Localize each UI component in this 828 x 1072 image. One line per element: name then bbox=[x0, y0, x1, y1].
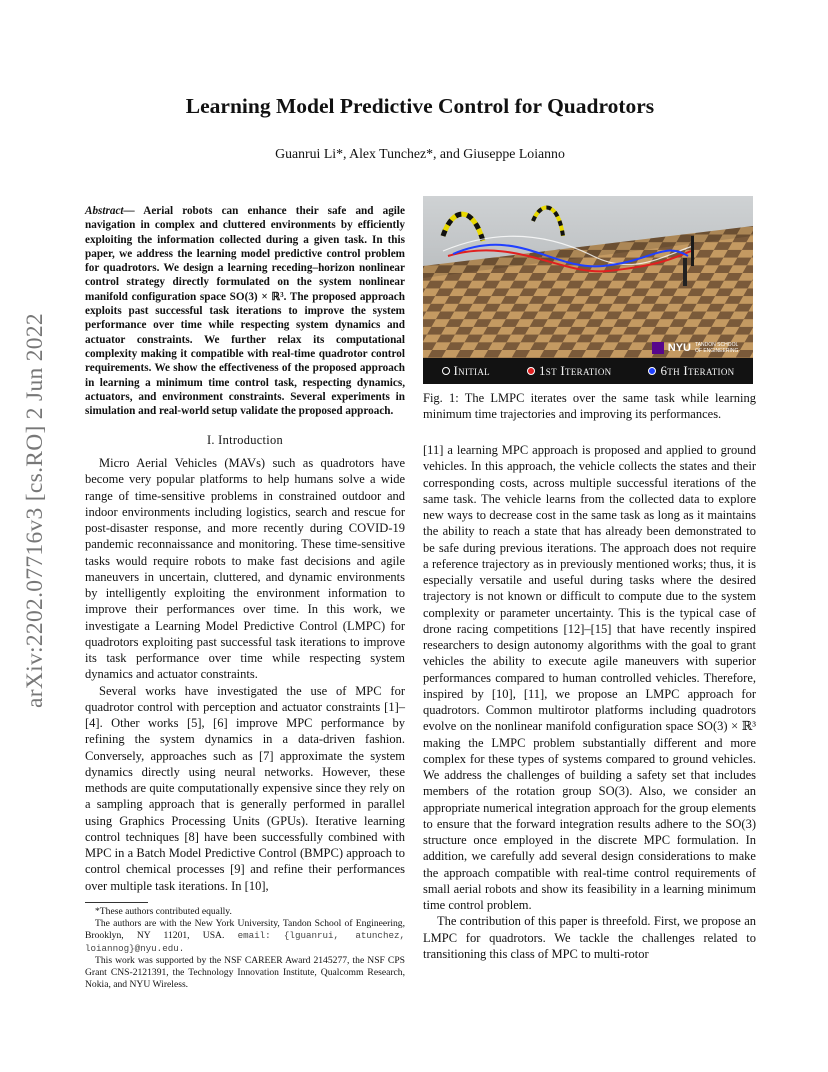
footnote-divider bbox=[85, 902, 148, 903]
email-label: email: bbox=[237, 930, 271, 942]
figure-legend bbox=[423, 358, 753, 384]
legend-dot-first bbox=[527, 367, 535, 375]
figure-caption: Fig. 1: The LMPC iterates over the same task while learning minimum time trajectories and improving its performances. bbox=[423, 391, 756, 421]
legend-dot-sixth bbox=[648, 367, 656, 375]
nyu-torch-icon bbox=[652, 342, 664, 354]
legend-first-iteration bbox=[527, 363, 611, 379]
section-heading: I. Introduction bbox=[206, 433, 284, 447]
right-paragraph-1: [11] a learning MPC approach is proposed and applied to ground vehicles. In this approach, the vehicle collects the states and their corresponding costs, across multiple successful iterations of the same task. The vehicle learns from the collected data to explore new ways to decrease cost in the same task as long as it maintains the ability to reach a state that has already been demonstrated to be safe during previous iterations. The approach does not require a reference trajectory as in previously mentioned works; thus, it is especially versatile and useful during tasks where the desired trajectory is not known or difficult to compute due to the system complexity or parameter uncertainty. This is the typical case of drone racing competitions [12]–[15] that have recently inspired researchers to design autonomy algorithms with the goal to grant vehicles the ability to execute agile maneuvers with superior performances compared to human controlled vehicles. Therefore, inspired by [10], [11], we propose an LMPC approach for quadrotors. Common multirotor platforms including quadrotors evolve on the nonlinear manifold configuration space SO(3) × ℝ³ making the LMPC problem substantially different and more complex for these types of systems compared to ground vehicles. We address the challenges of building a safety set that includes members of the rotation group SO(3). Also, we consider an appropriate numerical integration approach for the group elements to ensure that the forward integration results adhere to the SO(3) structure once employed in the discrete MPC formulation. In addition, we carefully add several design considerations to make the approach compatible with real-time control requirements of small aerial robots and show its feasibility in a learning minimum time control problem. bbox=[423, 443, 756, 912]
abstract-label: Abstract— bbox=[85, 205, 135, 217]
arxiv-stamp bbox=[20, 290, 50, 730]
nyu-logo bbox=[652, 342, 743, 354]
right-paragraph-2: The contribution of this paper is threefold. First, we propose an LMPC for quadrotors. We tackle the challenges related to transitioning this class of MPC to multi-rotor bbox=[423, 914, 756, 961]
nyu-logo-subtext: TANDON SCHOOL OF ENGINEERING bbox=[695, 342, 739, 354]
legend-label-sixth: 6th Iteration bbox=[660, 363, 735, 378]
abstract bbox=[85, 204, 405, 418]
left-column-body bbox=[85, 455, 405, 894]
legend-dot-initial bbox=[442, 367, 450, 375]
footnote-equal: *These authors contributed equally. bbox=[95, 906, 232, 917]
intro-paragraph-2: Several works have investigated the use of MPC for quadrotor control with perception and actuator constraints [1]–[4]. Other works [5], [6] improve MPC performance by refining the system dynamics in a data-driven fashion. Conversely, approaches such as [7] approximate the system dynamics directly using neural networks. However, these methods are quite computationally expensive since they rely on a sampling approach that is generally performed in parallel using Graphics Processing Units (GPUs). Iterative learning control techniques [8] have been successfully combined with MPC in a Batch Model Predictive Control (BMPC) approach to control chemical processes [9] and refine their performances over multiple task iterations. In [10], bbox=[85, 683, 405, 893]
arxiv-id: arXiv:2202.07716v3 [cs.RO] 2 Jun 2022 bbox=[21, 312, 48, 708]
intro-paragraph-1: Micro Aerial Vehicles (MAVs) such as quadrotors have become very popular platforms to help humans solve a wide range of time-sensitive problems in constrained outdoor and indoor environments including logistics, search and rescue for post-disaster response, and more recently during COVID-19 pandemic reconnaissance and monitoring. These time-sensitive tasks would require robots to make fast decisions and agile maneuvers in uncertain, cluttered, and dynamic environments by intelligently exploiting the environment information to improve their performances over time. In this work, we investigate a Learning Model Predictive Control (LMPC) for quadrotors exploiting past successful task iterations to improve its task performance over time while respecting system dynamics and actuator constraints. bbox=[85, 456, 405, 682]
right-column-body bbox=[423, 442, 756, 962]
affiliation-text: The authors are with the New York University, Tandon School of Engineering, Brooklyn, NY 11201, USA. bbox=[85, 918, 405, 942]
footnote-affiliation bbox=[85, 918, 405, 955]
abstract-text: Aerial robots can enhance their safe and agile navigation in complex and cluttered environments by efficiently exploiting the information collected during a given task. In this paper, we address the learning model predictive control problem for quadrotors. We design a learning receding–horizon nonlinear control strategy directly formulated on the system nonlinear manifold configuration space SO(3) × ℝ³. The proposed approach exploits past successful task iterations to improve the system performance over time while respecting system dynamics and actuator constraints. We further relax its computational complexity making it compatible with real-time quadrotor control requirements. We show the effectiveness of the proposed approach in learning a minimum time control task, respecting dynamics, actuators, and environment constraints. Several experiments in simulation and real-world setup validate the proposed approach. bbox=[85, 205, 405, 418]
legend-label-initial: Initial bbox=[453, 363, 490, 378]
figure-1-photo bbox=[423, 196, 753, 384]
email-addresses: {lguanrui, atunchez, loiannog}@nyu.edu. bbox=[85, 930, 405, 954]
paper-title: Learning Model Predictive Control for Quadrotors bbox=[185, 94, 655, 118]
legend-label-first: 1st Iteration bbox=[538, 363, 612, 378]
nyu-logo-text: NYU bbox=[667, 342, 691, 354]
footnote-funding: This work was supported by the NSF CAREER Award 2145277, the NSF CPS Grant CNS-2121391, the Technology Innovation Institute, Qualcomm Research, Nokia, and NYU Wireless. bbox=[85, 954, 405, 991]
arena-photo bbox=[423, 196, 753, 384]
author-list: Guanrui Li*, Alex Tunchez*, and Giuseppe Loianno bbox=[275, 146, 565, 161]
legend-initial bbox=[442, 363, 490, 379]
footnotes bbox=[85, 906, 405, 991]
legend-sixth-iteration bbox=[648, 363, 734, 379]
